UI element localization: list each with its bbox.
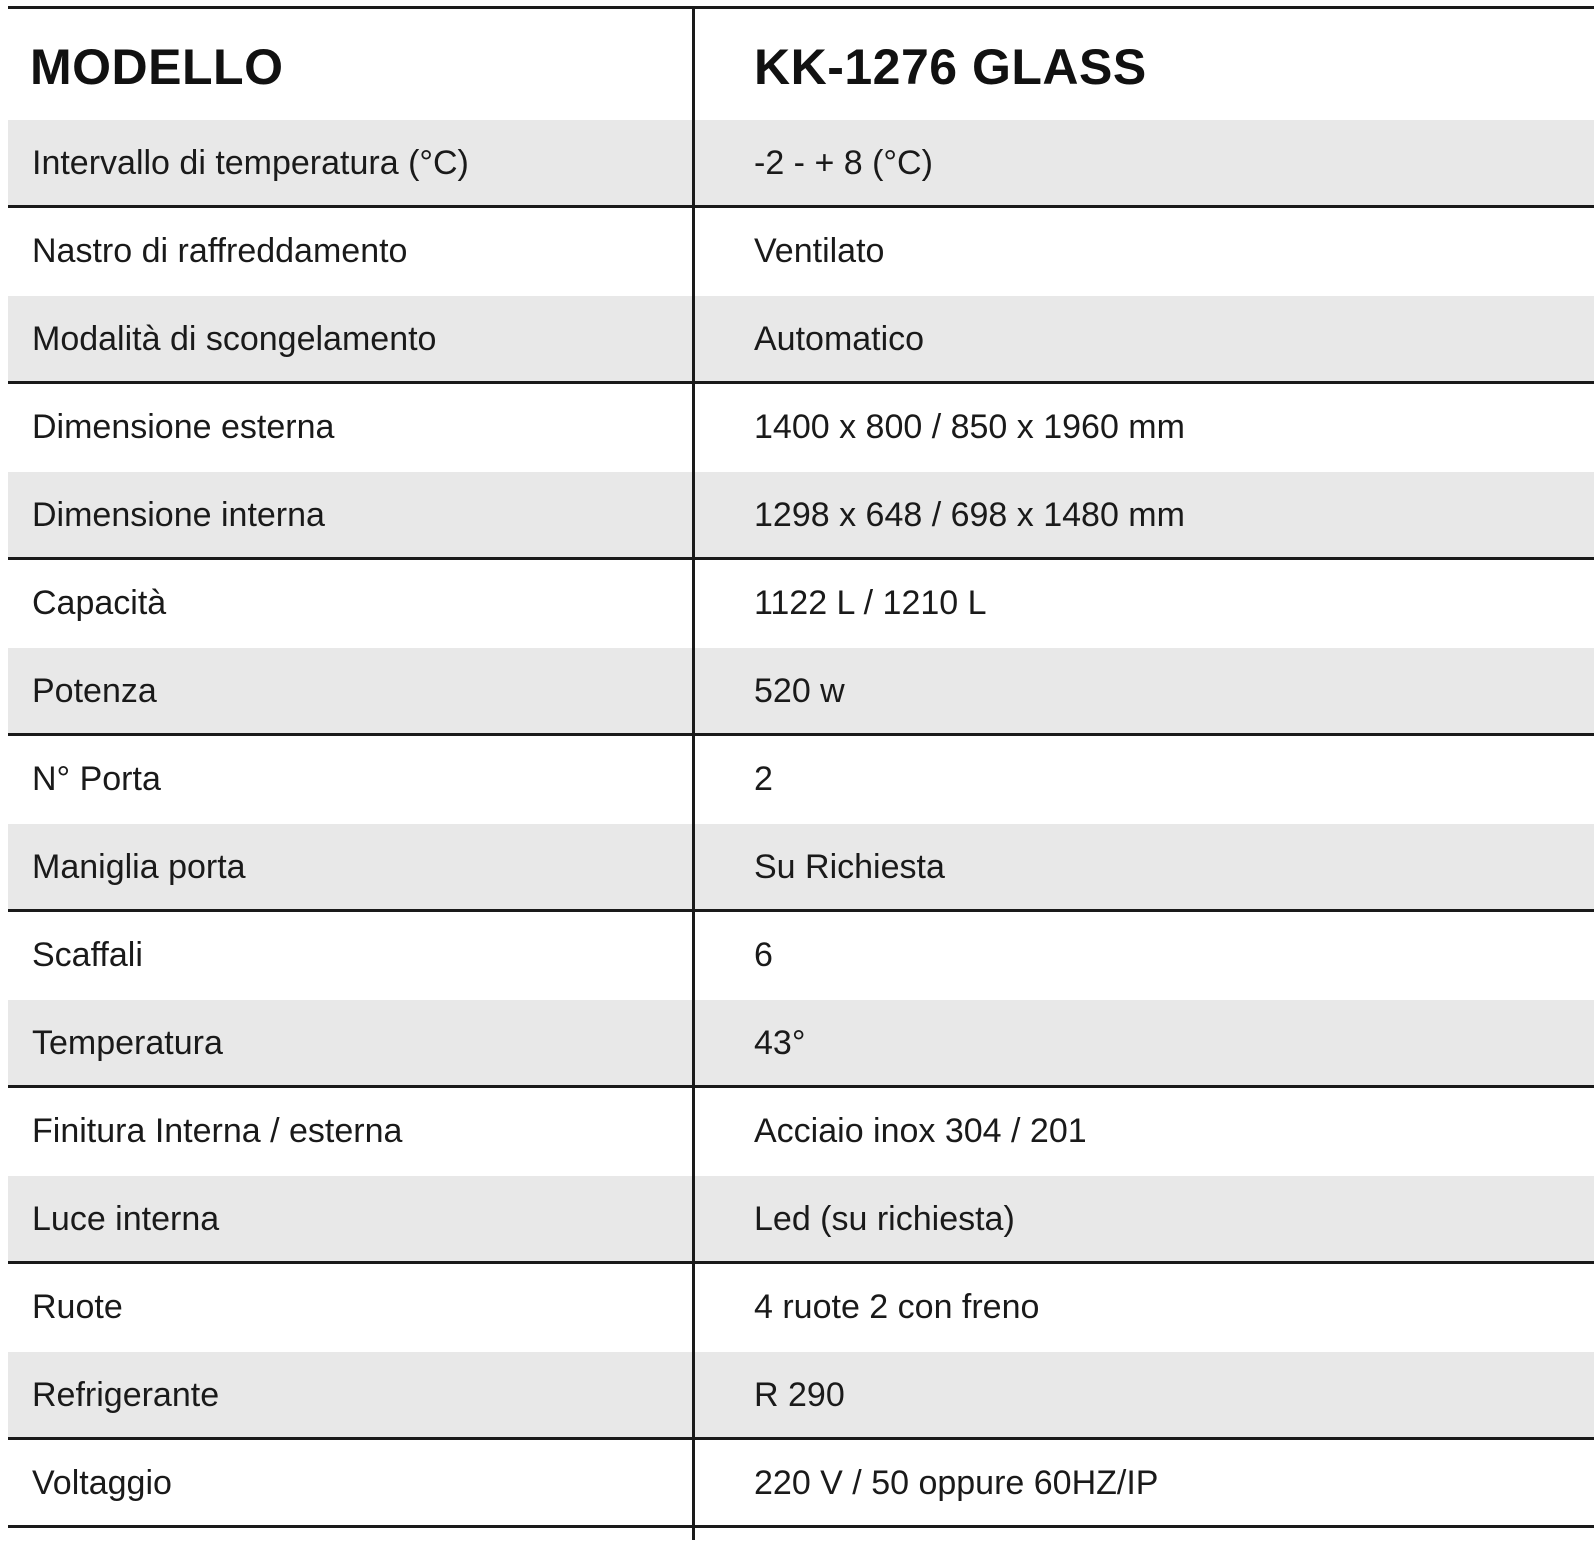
table-row (8, 824, 1594, 912)
row-label: Intervallo di temperatura (°C) (32, 144, 469, 182)
table-row (8, 1000, 1594, 1088)
row-value: Su Richiesta (754, 848, 945, 886)
table-row (8, 120, 1594, 208)
row-label: N° Porta (32, 760, 161, 798)
table-row (8, 472, 1594, 560)
row-value: 4 ruote 2 con freno (754, 1288, 1040, 1326)
header-row (8, 9, 1594, 120)
row-label: Potenza (32, 672, 157, 710)
row-value: Ventilato (754, 232, 885, 270)
row-label: Temperatura (32, 1024, 223, 1062)
spec-rows (8, 120, 1594, 1528)
table-row (8, 1176, 1594, 1264)
table-row (8, 296, 1594, 384)
row-label: Dimensione esterna (32, 408, 335, 446)
table-row (8, 648, 1594, 736)
table-row (8, 384, 1594, 472)
row-label: Capacità (32, 584, 167, 622)
table-row (8, 208, 1594, 296)
row-label: Luce interna (32, 1200, 220, 1238)
row-value: 1122 L / 1210 L (754, 584, 987, 622)
header-label: MODELLO (30, 39, 284, 95)
row-value: 6 (754, 936, 773, 974)
row-label: Modalità di scongelamento (32, 320, 437, 358)
row-value: 43° (754, 1024, 806, 1062)
row-label: Maniglia porta (32, 848, 246, 886)
row-value: Led (su richiesta) (754, 1200, 1015, 1238)
row-label: Refrigerante (32, 1376, 220, 1414)
row-label: Ruote (32, 1288, 123, 1326)
row-label: Nastro di raffreddamento (32, 232, 408, 270)
row-value: 520 w (754, 672, 845, 710)
row-value: Acciaio inox 304 / 201 (754, 1112, 1087, 1150)
table-row (8, 1088, 1594, 1176)
row-value: -2 - + 8 (°C) (754, 144, 933, 182)
table-row (8, 912, 1594, 1000)
row-label: Dimensione interna (32, 496, 325, 534)
table-row (8, 560, 1594, 648)
table-row (8, 736, 1594, 824)
row-value: 1298 x 648 / 698 x 1480 mm (754, 496, 1185, 534)
row-value: 1400 x 800 / 850 x 1960 mm (754, 408, 1185, 446)
row-value: 2 (754, 760, 773, 798)
column-divider (692, 6, 695, 1540)
row-label: Finitura Interna / esterna (32, 1112, 403, 1150)
table-row (8, 1352, 1594, 1440)
row-value: R 290 (754, 1376, 845, 1414)
row-label: Voltaggio (32, 1464, 172, 1502)
spec-table (8, 0, 1594, 1550)
table-row (8, 1264, 1594, 1352)
row-value: 220 V / 50 oppure 60HZ/IP (754, 1464, 1159, 1502)
table-row (8, 1440, 1594, 1528)
row-label: Scaffali (32, 936, 143, 974)
header-value: KK-1276 GLASS (754, 39, 1147, 95)
row-value: Automatico (754, 320, 925, 358)
